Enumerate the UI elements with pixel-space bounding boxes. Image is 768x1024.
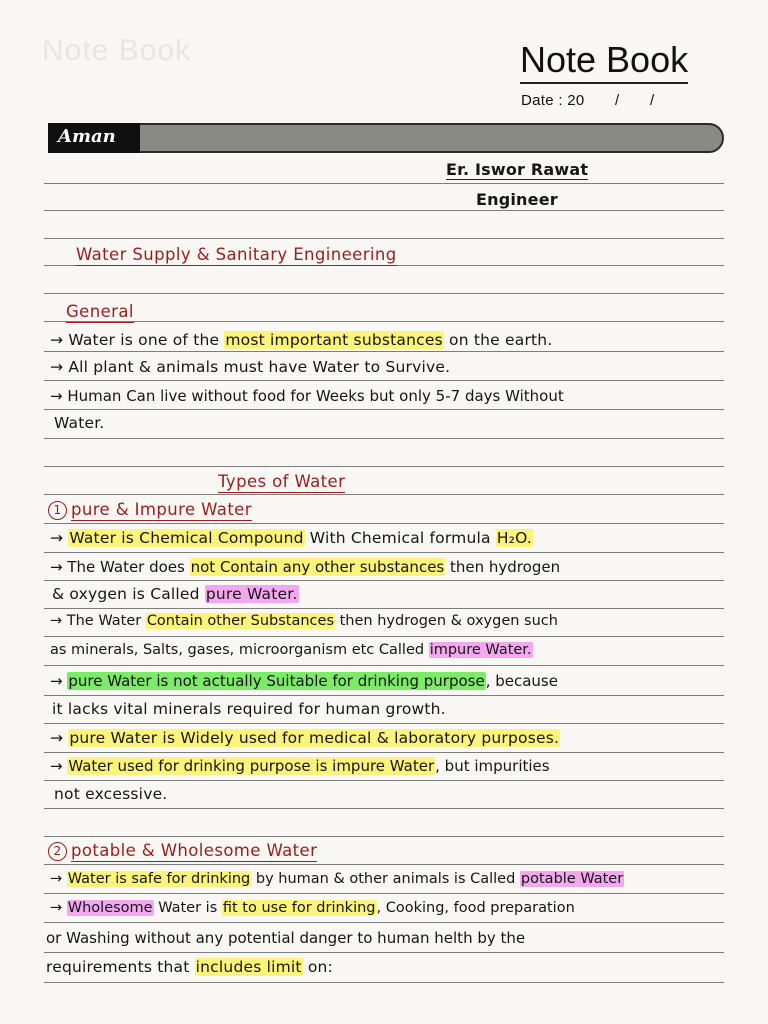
note-line: → Water is one of the most important substances on the earth. (50, 331, 553, 349)
ruled-line (44, 409, 724, 410)
ruled-line (44, 836, 724, 837)
owner-name-box (48, 123, 140, 153)
ruled-line (44, 608, 724, 609)
note-line: & oxygen is Called pure Water. (52, 585, 298, 603)
section-number-circle: 2 (48, 842, 67, 861)
note-line: Water. (54, 414, 105, 432)
types-heading: Types of Water (218, 472, 346, 491)
highlight-yellow: Water is Chemical Compound (69, 529, 304, 547)
ruled-line (44, 864, 724, 865)
ruled-line (44, 808, 724, 809)
ruled-line (44, 210, 724, 211)
highlight-yellow: includes limit (195, 958, 302, 976)
note-line: → pure Water is not actually Suitable for drinking purpose, because (50, 672, 558, 690)
note-line: it lacks vital minerals required for human growth. (52, 700, 446, 718)
ruled-line (44, 438, 724, 439)
highlight-yellow: pure Water is Widely used for medical & laboratory purposes. (69, 729, 560, 747)
highlight-pink: potable Water (520, 871, 624, 887)
bleed-through-text: Note Book (42, 34, 192, 67)
ruled-line (44, 183, 724, 184)
highlight-yellow: H₂O. (496, 529, 532, 547)
section-number-circle: 1 (48, 501, 67, 520)
note-line: → Human Can live without food for Weeks but only 5-7 days Without (50, 387, 564, 405)
ruled-line (44, 922, 724, 923)
date-label: Date : 20 (521, 92, 585, 109)
note-line: → Water used for drinking purpose is impure Water, but impurities (50, 757, 550, 775)
ruled-line (44, 552, 724, 553)
note-line: → Water is safe for drinking by human & other animals is Called potable Water (50, 871, 624, 887)
date-slash: / (649, 92, 655, 109)
ruled-line (44, 695, 724, 696)
note-line: as minerals, Salts, gases, microorganism etc Called impure Water. (50, 642, 532, 658)
highlight-yellow: fit to use for drinking (222, 900, 376, 916)
ruled-line (44, 466, 724, 467)
ruled-line (44, 636, 724, 637)
highlight-yellow: Water is safe for drinking (67, 871, 251, 887)
note-line: → All plant & animals must have Water to Survive. (50, 358, 451, 376)
notebook-title: Note Book (520, 40, 688, 84)
ruled-line (44, 893, 724, 894)
author-name: Er. Iswor Rawat (446, 160, 589, 179)
highlight-green: pure Water is not actually Suitable for drinking purpose (68, 672, 485, 690)
ruled-line (44, 494, 724, 495)
ruled-line (44, 293, 724, 294)
section-2-title: 2 potable & Wholesome Water (48, 841, 317, 861)
note-line: → The Water does not Contain any other substances then hydrogen (50, 558, 561, 576)
ruled-line (44, 752, 724, 753)
section-1-title: 1 pure & Impure Water (48, 500, 252, 520)
note-line: requirements that includes limit on: (46, 958, 333, 976)
ruled-line (44, 351, 724, 352)
ruled-line (44, 380, 724, 381)
date-slash: / (615, 92, 620, 109)
ruled-line (44, 321, 724, 322)
ruled-line (44, 238, 724, 239)
note-line: → Water is Chemical Compound With Chemical formula H₂O. (50, 529, 532, 547)
ruled-line (44, 780, 724, 781)
highlight-yellow: not Contain any other substances (190, 558, 445, 576)
note-line: → Wholesome Water is fit to use for drinking, Cooking, food preparation (50, 900, 575, 916)
highlight-yellow: most important substances (225, 331, 443, 349)
note-line: not excessive. (54, 785, 168, 803)
owner-name: Aman (58, 126, 116, 147)
ruled-line (44, 580, 724, 581)
highlight-pink: Wholesome (67, 900, 153, 916)
note-line: or Washing without any potential danger to human helth by the (46, 929, 526, 947)
highlight-yellow: Water used for drinking purpose is impure Water (68, 757, 435, 775)
note-line: → The Water Contain other Substances then hydrogen & oxygen such (50, 613, 558, 629)
ruled-line (44, 723, 724, 724)
ruled-line (44, 952, 724, 953)
subject-title: Water Supply & Sanitary Engineering (76, 245, 397, 264)
ruled-line (44, 665, 724, 666)
author-role: Engineer (476, 190, 558, 209)
date-field (521, 92, 654, 109)
highlight-pink: pure Water. (205, 585, 298, 603)
name-banner (48, 123, 724, 153)
note-line: → pure Water is Widely used for medical & laboratory purposes. (50, 729, 560, 747)
section-heading-general: General (66, 302, 134, 321)
ruled-line (44, 523, 724, 524)
highlight-pink: impure Water. (429, 642, 532, 658)
highlight-yellow: Contain other Substances (146, 613, 334, 629)
ruled-line (44, 982, 724, 983)
